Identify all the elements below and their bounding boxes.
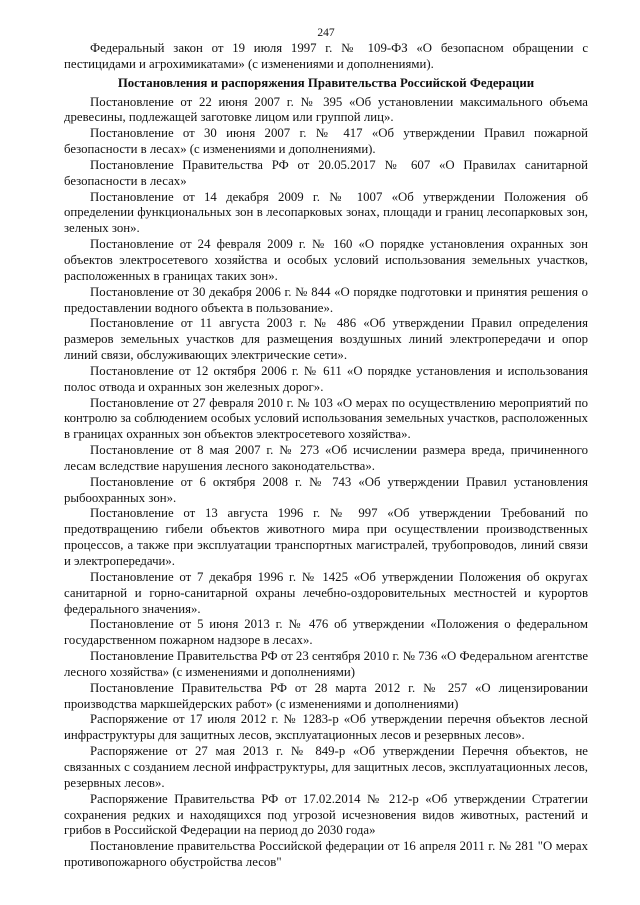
page-number: 247 <box>317 27 335 39</box>
document-paragraph: Постановление от 8 мая 2007 г. № 273 «Об исчислении размера вреда, причиненного лесам вследствие нарушения лесного законодательства». <box>64 443 588 473</box>
document-paragraph: Постановление от 7 декабря 1996 г. № 1425 «Об утверждении Положения об округах санитарной и горно-санитарной охраны лечебно-оздоровительных местностей и курортов федерального значения». <box>64 569 588 616</box>
document-paragraph: Постановление от 5 июня 2013 г. № 476 об утверждении «Положения о федеральном государственном пожарном надзоре в лесах». <box>64 617 588 648</box>
document-paragraph: Постановление Правительства РФ от 23 сентября 2010 г. № 736 «О Федеральном агентстве лесного хозяйства» (с изменениями и дополнениями) <box>64 649 588 679</box>
intro-paragraph: Федеральный закон от 19 июля 1997 г. № 109-ФЗ «О безопасном обращении с пестицидами и агрохимикатами» (с изменениями и дополнениями). <box>64 41 588 71</box>
document-paragraph: Распоряжение от 17 июля 2012 г. № 1283-р «Об утверждении перечня объектов лесной инфраструктуры для защитных лесов, эксплуатационных лесов и резервных лесов». <box>64 712 588 743</box>
document-paragraph: Постановление от 27 февраля 2010 г. № 103 «О мерах по осуществлению мероприятий по контролю за соблюдением особых условий использования земельных участков, расположенных в границах охранных зон объектов электросетевого хозяйства». <box>64 395 588 442</box>
document-paragraph: Постановление Правительства РФ от 28 марта 2012 г. № 257 «О лицензировании производства маркшейдерских работ» (с изменениями и дополнениями) <box>64 680 588 711</box>
document-paragraph: Постановление от 11 августа 2003 г. № 486 «Об утверждении Правил определения размеров земельных участков для размещения воздушных линий электропередачи и опор линий связи, обслуживающих электрические сети». <box>64 316 588 363</box>
document-paragraph: Распоряжение от 27 мая 2013 г. № 849-р «Об утверждении Перечня объектов, не связанных с созданием лесной инфраструктуры, для защитных лесов, эксплуатационных лесов, резервных лесов». <box>64 744 588 790</box>
section-heading: Постановления и распоряжения Правительства Российской Федерации <box>117 75 535 90</box>
document-paragraph: Постановление от 30 июня 2007 г. № 417 «Об утверждении Правил пожарной безопасности в лесах» (с изменениями и дополнениями). <box>64 126 588 157</box>
document-paragraph: Постановление от 12 октября 2006 г. № 611 «О порядке установления и использования полос отвода и охранных зон железных дорог». <box>64 363 588 394</box>
document-page <box>64 26 588 871</box>
document-paragraph: Постановление правительства Российской федерации от 16 апреля 2011 г. № 281 "О мерах противопожарного обустройства лесов" <box>64 839 588 870</box>
document-paragraph: Постановление от 13 августа 1996 г. № 997 «Об утверждении Требований по предотвращению гибели объектов животного мира при осуществлении производственных процессов, а также при эксплуатации транспортных магистралей, трубопроводов, линий связи и электропередачи». <box>64 506 588 568</box>
document-paragraph: Распоряжение Правительства РФ от 17.02.2014 № 212-р «Об утверждении Стратегии сохранения редких и находящихся под угрозой исчезновения видов животных, растений и грибов в Российской Федерации на период до 2030 года» <box>64 791 588 838</box>
document-paragraph: Постановление от 14 декабря 2009 г. № 1007 «Об утверждении Положения об определении функциональных зон в лесопарковых зонах, площади и границ лесопарковых зон, зеленых зон». <box>64 189 588 236</box>
document-paragraph: Постановление от 30 декабря 2006 г. № 844 «О порядке подготовки и принятия решения о предоставлении водного объекта в пользование». <box>64 284 588 315</box>
document-paragraph: Постановление от 6 октября 2008 г. № 743 «Об утверждении Правил установления рыбоохранных зон». <box>64 474 588 505</box>
document-paragraph: Постановление от 22 июня 2007 г. № 395 «Об установлении максимального объема древесины, подлежащей заготовке лицом или группой лиц». <box>64 94 588 125</box>
document-paragraph: Постановление Правительства РФ от 20.05.2017 № 607 «О Правилах санитарной безопасности в лесах» <box>64 157 588 188</box>
document-paragraph: Постановление от 24 февраля 2009 г. № 160 «О порядке установления охранных зон объектов электросетевого хозяйства и особых условий использования земельных участков, расположенных в границах таких зон». <box>64 237 588 283</box>
